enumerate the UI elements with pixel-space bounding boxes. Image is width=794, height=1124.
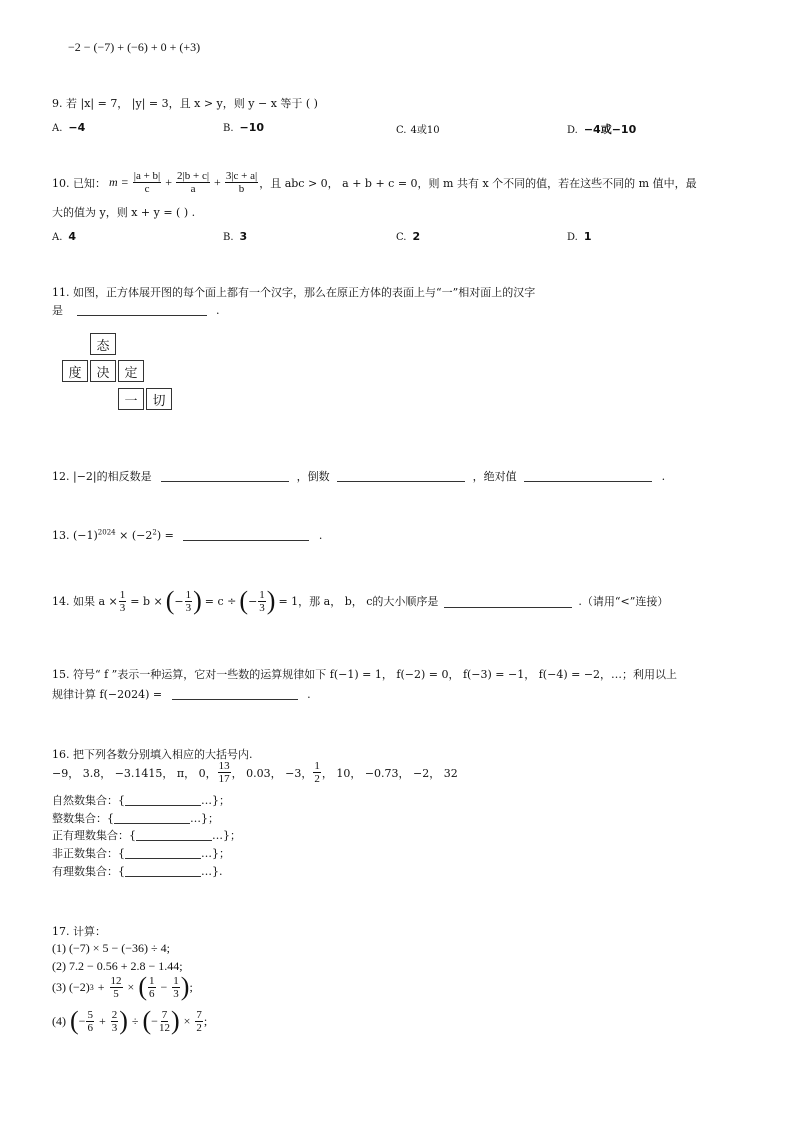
net-cell: 定 [118,360,144,382]
q10-option-b[interactable]: B. 3 [223,230,248,243]
answer-blank[interactable] [444,595,572,608]
answer-blank[interactable] [125,864,201,877]
q9-option-a[interactable]: A. −4 [52,121,86,134]
set-integer: 整数集合：{ …}； [52,812,219,825]
answer-blank[interactable] [136,828,212,841]
net-cell: 一 [118,388,144,410]
question-10-stem: 10. 已知： m = $\frac{|a + b|}{c}$ + $\frac{2|b + c|}{a}$ + $\frac{3|c + a|}{b}$ ，且 abc > 0， a + b + c = 0，则 m 共有 x 个不同的值，若在这些不同的 m 值中，最 [52,170,697,195]
question-11-line1: 11. 如图，正方体展开图的每个面上都有一个汉字，那么在原正方体的表面上与“一”相对面上的汉字 [52,286,536,299]
fraction: $\frac{7}{12}$ [158,1008,170,1034]
q9-option-c[interactable]: C. 4或10 [396,125,440,136]
q17-part-2: (2) 7.2 − 0.56 + 2.8 − 1.44; [52,959,183,973]
fraction-13-17: $\frac{13}{17}$ [218,760,230,785]
answer-blank[interactable] [161,469,289,482]
q9-option-d[interactable]: D. −4或−10 [567,123,637,136]
q10-option-c[interactable]: C. 2 [396,230,421,243]
answer-blank[interactable] [183,528,309,541]
answer-blank[interactable] [114,811,190,824]
fraction: $\frac{7}{2}$ [196,1008,202,1034]
question-13: 13. $(-1)^{2024} \times (-2^2)$ = . [52,528,323,542]
question-16-numbers: −9， 3.8， −3.1415， π， 0， $\frac{13}{17}$ ， 0.03， −3， $\frac{1}{2}$ ， 10， −0.73， −2， 32 [52,760,458,785]
q17-part-3: (3) (−2) 3 + $\frac{12}{5}$ × ( $\frac{1}{6}$ − $\frac{1}{3}$ ) ; [52,972,193,1001]
q17-part-1: (1) (−7) × 5 − (−36) ÷ 4; [52,941,170,955]
question-12: 12. |−2|的相反数是 ，倒数 ，绝对值 . [52,470,666,483]
question-9-stem: 9. 若 |x| = 7， |y| = 3，且 x > y，则 y − x 等于 ( ) [52,97,318,110]
question-17-title: 17. 计算： [52,925,106,938]
q10-option-d[interactable]: D. 1 [567,230,592,243]
net-cell: 态 [90,333,116,355]
question-10-line2: 大的值为 y，则 x + y = ( ) . [52,206,196,219]
q10-fraction-3: $\frac{3|c + a|}{b}$ [225,170,258,195]
fraction: $\frac{12}{5}$ [110,974,122,1000]
fraction-one-third: $\frac{1}{3}$ [119,588,126,614]
q10-condition: ，且 abc > 0， a + b + c = 0，则 m 共有 x 个不同的值，若在这些不同的 m 值中，最 [259,176,697,190]
fraction: $\frac{1}{3}$ [173,974,179,1000]
answer-blank[interactable] [337,469,465,482]
question-15-line1: 15. 符号“ f ”表示一种运算，它对一些数的运算规律如下 f(−1) = 1， f(−2) = 0， f(−3) = −1， f(−4) = −2，…；利用以上 [52,668,678,681]
answer-blank[interactable] [125,846,201,859]
q9-option-b[interactable]: B. −10 [223,121,265,134]
q17-part-4: (4) ( − $\frac{5}{6}$ + $\frac{2}{3}$ ) ÷ ( − $\frac{7}{12}$ ) × $\frac{7}{2}$ ; [52,1006,208,1035]
answer-blank[interactable] [524,469,652,482]
question-14: 14. 如果 a × $\frac{1}{3}$ = b × ( − $\frac{1}{3}$ ) = c ÷ ( − $\frac{1}{3}$ ) = 1，那 a， b， c的大小顺序是 .（请用“<”连接） [52,586,669,615]
question-11-line2: 是 . [52,304,220,317]
expression-line: −2 − (−7) + (−6) + 0 + (+3) [68,40,201,54]
question-16-title: 16. 把下列各数分别填入相应的大括号内. [52,748,253,761]
set-natural: 自然数集合：{ …}； [52,794,230,807]
q10-fraction-1: $\frac{|a + b|}{c}$ [133,170,161,195]
q10-number: 10. 已知： [52,176,106,190]
net-cell: 度 [62,360,88,382]
q10-fraction-2: $\frac{2|b + c|}{a}$ [177,170,210,195]
fraction: $\frac{5}{6}$ [87,1008,93,1034]
net-cell: 决 [90,360,116,382]
set-non-positive: 非正数集合：{ …}； [52,847,230,860]
answer-blank[interactable] [77,303,207,316]
fraction-one-third: $\frac{1}{3}$ [185,588,192,614]
fraction-one-third: $\frac{1}{3}$ [259,588,265,614]
answer-blank[interactable] [172,687,298,700]
q10-option-a[interactable]: A. 4 [52,230,77,243]
question-15-line2: 规律计算 f(−2024) = . [52,688,311,701]
set-rational: 有理数集合：{ …}. [52,865,223,878]
fraction: $\frac{2}{3}$ [111,1008,118,1034]
net-cell: 切 [146,388,172,410]
answer-blank[interactable] [125,793,201,806]
fraction-1-2: $\frac{1}{2}$ [314,760,320,785]
set-positive-rational: 正有理数集合：{ …}； [52,829,241,842]
q10-m-eq: m = [109,175,129,189]
fraction: $\frac{1}{6}$ [149,974,155,1000]
